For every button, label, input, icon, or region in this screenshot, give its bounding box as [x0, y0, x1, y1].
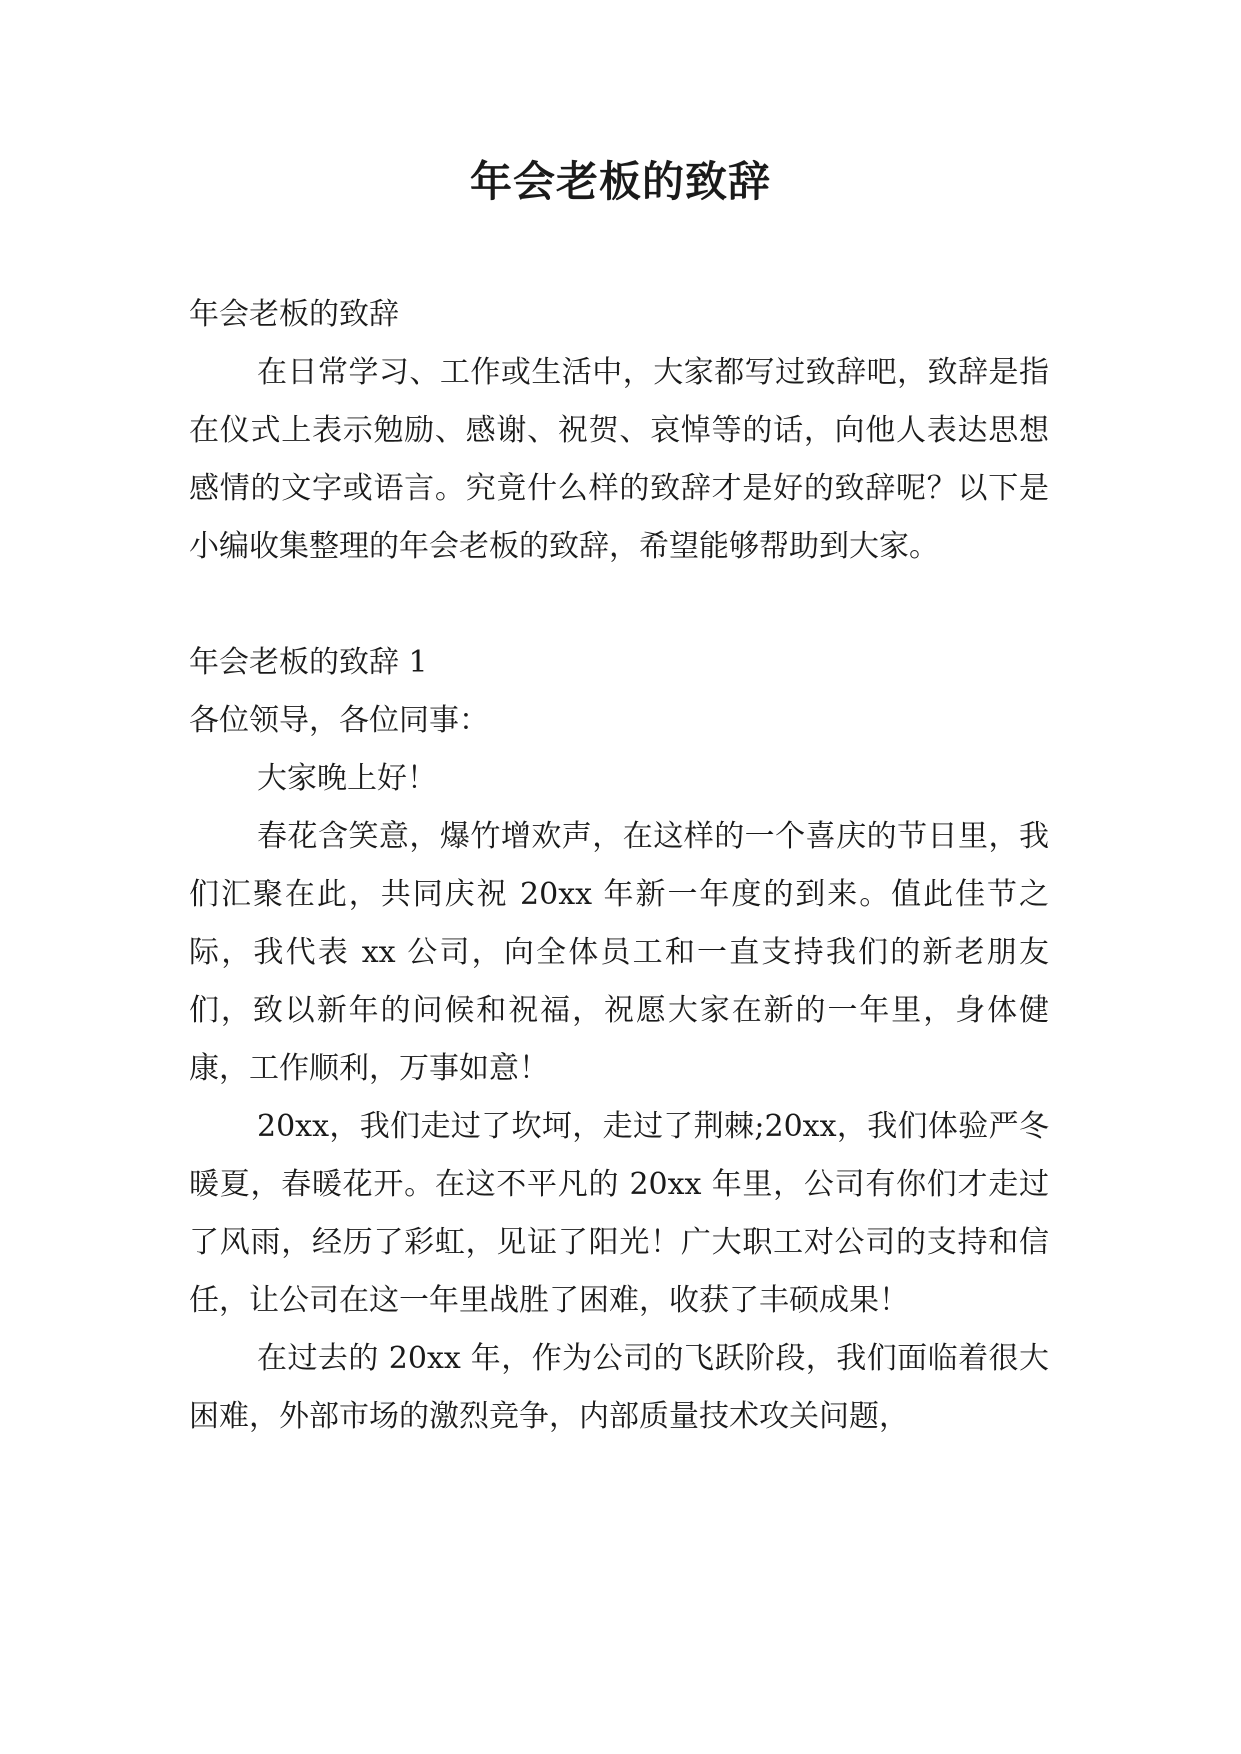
document-title: 年会老板的致辞	[469, 157, 771, 206]
intro-paragraph: 在日常学习、工作或生活中，大家都写过致辞吧，致辞是指在仪式上表示勉励、感谢、祝贺、哀悼等的话，向他人表达思想感情的文字或语言。究竟什么样的致辞才是好的致辞呢？以下是小编收集整理的年会老板的致辞，希望能够帮助到大家。	[189, 355, 1049, 564]
document-body	[189, 286, 1049, 1446]
section-heading: 年会老板的致辞 1	[189, 645, 428, 680]
greeting: 大家晚上好！	[257, 761, 437, 796]
salutation: 各位领导，各位同事：	[189, 703, 489, 738]
document-subtitle: 年会老板的致辞	[189, 297, 399, 332]
speech-paragraph: 在过去的 20xx 年，作为公司的飞跃阶段，我们面临着很大困难，外部市场的激烈竞争，内部质量技术攻关问题，	[189, 1341, 1049, 1434]
speech-paragraph: 20xx，我们走过了坎坷，走过了荆棘;20xx，我们体验严冬暖夏，春暖花开。在这不平凡的 20xx 年里，公司有你们才走过了风雨，经历了彩虹，见证了阳光！广大职工对公司的支持和信任，让公司在这一年里战胜了困难，收获了丰硕成果！	[189, 1109, 1049, 1318]
speech-paragraph: 春花含笑意，爆竹增欢声，在这样的一个喜庆的节日里，我们汇聚在此，共同庆祝 20xx 年新一年度的到来。值此佳节之际，我代表 xx 公司，向全体员工和一直支持我们的新老朋友们，致以新年的问候和祝福，祝愿大家在新的一年里，身体健康，工作顺利，万事如意！	[189, 819, 1049, 1086]
